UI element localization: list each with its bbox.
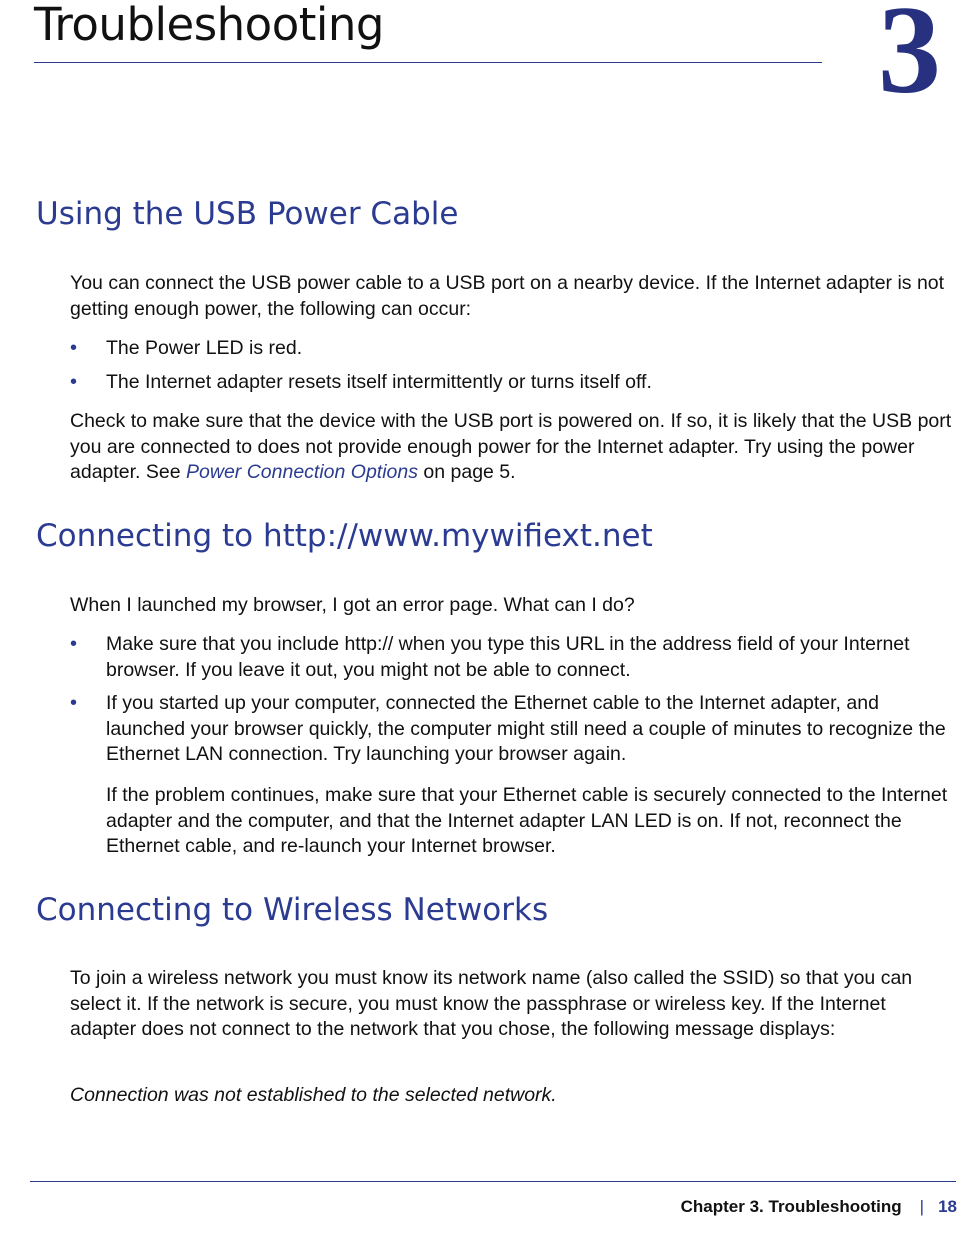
bullet-icon: • <box>70 633 78 655</box>
usb-power-outro-text: Check to make sure that the device with the USB port is powered on. If so, it is likely that the USB port you are connected to does not provide enough power for the Internet adapter. Try using the power adapter. See <box>70 410 952 483</box>
chapter-title-rule <box>34 62 822 63</box>
section-heading-mywifiext: Connecting to http://www.mywifiext.net <box>36 518 653 554</box>
bullet-icon: • <box>70 337 78 359</box>
list-item <box>70 336 955 362</box>
list-item-text: If you started up your computer, connected the Ethernet cable to the Internet adapter, and launched your browser quickly, the computer might still need a couple of minutes to recognize the Ethernet LAN connection. Try launching your browser again. <box>106 692 946 765</box>
chapter-number: 3 <box>878 0 941 120</box>
bullet-icon: • <box>70 692 78 714</box>
footer-page-number: 18 <box>938 1197 957 1216</box>
list-item <box>70 632 955 683</box>
usb-power-outro-page: on page 5. <box>417 461 516 483</box>
wireless-intro: To join a wireless network you must know its network name (also called the SSID) so that you can select it. If the network is secure, you must know the passphrase or wireless key. If the Internet adapter does not connect to the network that you chose, the following message displays: <box>70 967 913 1040</box>
wireless-error-message: Connection was not established to the selected network. <box>70 1084 557 1106</box>
list-item <box>70 370 955 396</box>
footer-separator: | <box>919 1197 925 1216</box>
list-item-text: Make sure that you include http:// when you type this URL in the address field of your Internet browser. If you leave it out, you might not be able to connect. <box>106 633 910 681</box>
list-item-text: The Internet adapter resets itself intermittently or turns itself off. <box>106 371 652 393</box>
footer-chapter-label: Chapter 3. Troubleshooting <box>680 1197 902 1216</box>
section-heading-wireless: Connecting to Wireless Networks <box>36 892 549 928</box>
mywifiext-followup: If the problem continues, make sure that your Ethernet cable is securely connected to the Internet adapter and the computer, and that the Internet adapter LAN LED is on. If not, reconnect the Ethernet cable, and re-launch your Internet browser. <box>106 784 948 857</box>
section-heading-usb-power: Using the USB Power Cable <box>36 196 459 232</box>
bullet-icon: • <box>70 371 78 393</box>
list-item <box>70 691 955 768</box>
mywifiext-intro: When I launched my browser, I got an error page. What can I do? <box>70 594 635 616</box>
footer-rule <box>30 1181 956 1182</box>
usb-power-intro: You can connect the USB power cable to a USB port on a nearby device. If the Internet adapter is not getting enough power, the following can occur: <box>70 272 945 320</box>
usb-power-outro <box>70 409 955 486</box>
list-item-text: The Power LED is red. <box>106 337 303 359</box>
power-connection-options-link[interactable]: Power Connection Options <box>186 461 418 483</box>
chapter-title: Troubleshooting <box>34 0 384 51</box>
page-footer <box>681 1197 957 1217</box>
